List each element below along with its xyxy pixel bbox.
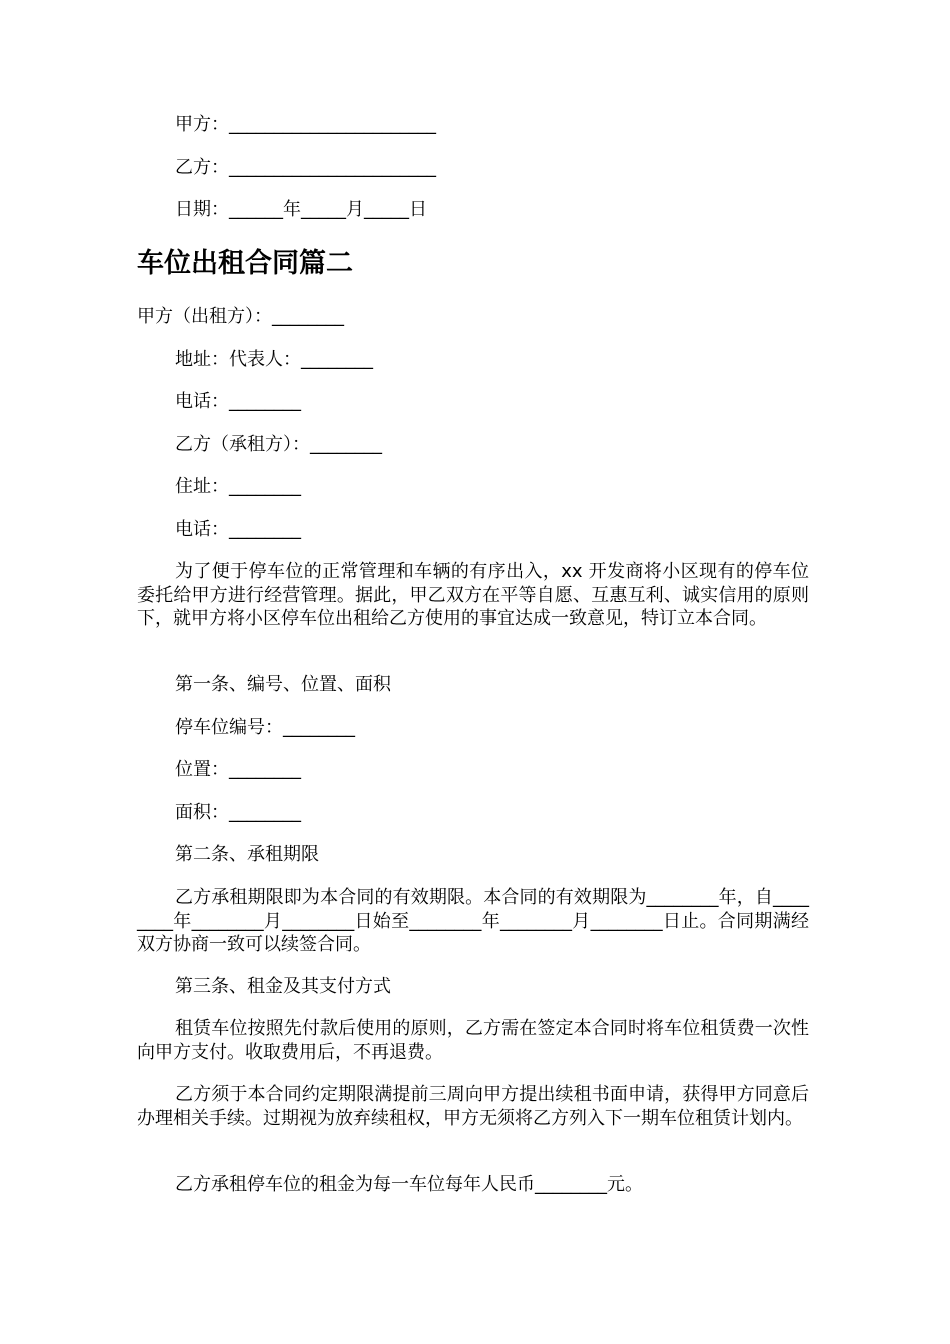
article-1-title: 第一条、编号、位置、面积 [175, 674, 391, 695]
lessor-label: 甲方（出租方）：________ [137, 306, 344, 327]
article-2-paragraph: 乙方承租期限即为本合同的有效期限。本合同的有效期限为________年，自________年________月________日始至________年________月________日止。合同期满经双方协商一致可以续签合同。 [137, 887, 809, 955]
article-3-paragraph-3: 乙方承租停车位的租金为每一车位每年人民币________元。 [175, 1174, 643, 1195]
lessee-phone: 电话：________ [175, 519, 301, 540]
preamble-paragraph: 为了便于停车位的正常管理和车辆的有序出入，xx 开发商将小区现有的停车位委托给甲方进行经营管理。据此，甲乙双方在平等自愿、互惠互利、诚实信用的原则下，就甲方将小区停车位出租给乙方使用的事宜达成一致意见，特订立本合同。 [137, 561, 809, 629]
article-3-paragraph-2: 乙方须于本合同约定期限满提前三周向甲方提出续租书面申请，获得甲方同意后办理相关手续。过期视为放弃续租权，甲方无须将乙方列入下一期车位租赁计划内。 [137, 1084, 809, 1129]
signature-party-a: 甲方：_______________________ [175, 114, 436, 135]
lessee-residence: 住址：________ [175, 476, 301, 497]
section-title: 车位出租合同篇二 [137, 248, 353, 279]
signature-party-b: 乙方：_______________________ [175, 157, 436, 178]
article-2-title: 第二条、承租期限 [175, 844, 319, 865]
lessee-label: 乙方（承租方）：________ [175, 434, 382, 455]
article-3-paragraph-1: 租赁车位按照先付款后使用的原则，乙方需在签定本合同时将车位租赁费一次性向甲方支付。收取费用后，不再退费。 [137, 1018, 809, 1063]
article-3-title: 第三条、租金及其支付方式 [175, 976, 391, 997]
signature-date: 日期：______年_____月_____日 [175, 199, 427, 220]
lessor-address-representative: 地址：代表人：________ [175, 349, 373, 370]
lessor-phone: 电话：________ [175, 391, 301, 412]
parking-space-number: 停车位编号：________ [175, 717, 355, 738]
parking-space-area: 面积：________ [175, 802, 301, 823]
parking-space-location: 位置：________ [175, 759, 301, 780]
